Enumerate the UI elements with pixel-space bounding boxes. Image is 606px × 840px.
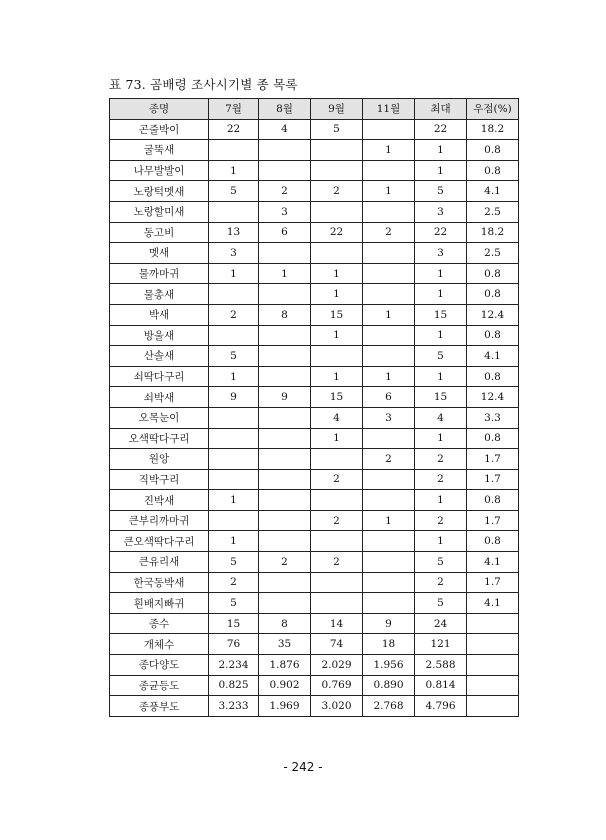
table-cell: 5: [311, 119, 363, 140]
table-cell: [259, 531, 311, 552]
page-number: - 242 -: [283, 760, 323, 774]
table-cell: [363, 593, 415, 614]
table-cell: 3: [259, 201, 311, 222]
table-cell: [363, 243, 415, 264]
table-cell: 1: [363, 140, 415, 161]
species-name-cell: 큰부리까마귀: [110, 510, 209, 531]
table-cell: [467, 655, 519, 676]
table-cell: 1: [311, 284, 363, 305]
table-cell: 1.7: [467, 572, 519, 593]
table-cell: 1: [415, 325, 467, 346]
table-cell: 1: [415, 428, 467, 449]
table-cell: 1.7: [467, 469, 519, 490]
table-cell: [259, 428, 311, 449]
table-row: [110, 572, 519, 593]
table-cell: 0.8: [467, 366, 519, 387]
table-cell: [259, 510, 311, 531]
table-cell: 1: [415, 284, 467, 305]
table-row: [110, 366, 519, 387]
table-cell: [363, 552, 415, 573]
table-cell: 22: [209, 119, 259, 140]
table-cell: 0.8: [467, 428, 519, 449]
table-cell: 1: [311, 366, 363, 387]
table-cell: 12.4: [467, 304, 519, 325]
table-cell: 3: [363, 407, 415, 428]
species-name-cell: 직박구리: [110, 469, 209, 490]
table-row: [110, 655, 519, 676]
table-cell: 5: [209, 181, 259, 202]
table-row: [110, 119, 519, 140]
table-cell: [311, 201, 363, 222]
species-table: [109, 98, 519, 717]
species-name-cell: 나무발발이: [110, 160, 209, 181]
table-cell: 15: [209, 613, 259, 634]
table-cell: 2: [311, 181, 363, 202]
table-cell: 1: [363, 366, 415, 387]
species-name-cell: 노랑턱멧새: [110, 181, 209, 202]
col-header-september: 9월: [311, 99, 363, 120]
table-cell: 4.1: [467, 552, 519, 573]
table-row: [110, 675, 519, 696]
table-cell: [311, 160, 363, 181]
table-cell: 5: [415, 181, 467, 202]
table-cell: [363, 490, 415, 511]
table-row: [110, 593, 519, 614]
table-cell: 14: [311, 613, 363, 634]
species-name-cell: 물까마귀: [110, 263, 209, 284]
table-cell: 9: [209, 387, 259, 408]
table-cell: [311, 346, 363, 367]
table-cell: 1: [209, 160, 259, 181]
table-cell: [363, 572, 415, 593]
table-row: [110, 201, 519, 222]
table-row: [110, 263, 519, 284]
table-cell: 6: [363, 387, 415, 408]
table-cell: 0.902: [259, 675, 311, 696]
table-cell: [209, 449, 259, 470]
table-cell: 1: [415, 366, 467, 387]
table-cell: [259, 140, 311, 161]
table-cell: 22: [311, 222, 363, 243]
table-row: [110, 449, 519, 470]
table-cell: 15: [311, 304, 363, 325]
table-cell: [259, 469, 311, 490]
table-cell: 2.5: [467, 201, 519, 222]
table-cell: [259, 593, 311, 614]
table-cell: 18.2: [467, 119, 519, 140]
table-cell: 2.588: [415, 655, 467, 676]
table-cell: 3: [209, 243, 259, 264]
table-cell: 5: [209, 593, 259, 614]
table-cell: 24: [415, 613, 467, 634]
table-cell: 1: [209, 490, 259, 511]
table-cell: 2.768: [363, 696, 415, 717]
table-cell: 1: [363, 304, 415, 325]
table-cell: 0.814: [415, 675, 467, 696]
table-cell: 1: [259, 263, 311, 284]
table-cell: 2: [415, 449, 467, 470]
table-cell: [363, 201, 415, 222]
table-cell: [311, 243, 363, 264]
table-row: [110, 407, 519, 428]
table-cell: 2.5: [467, 243, 519, 264]
table-cell: [311, 572, 363, 593]
table-row: [110, 469, 519, 490]
table-cell: [259, 449, 311, 470]
table-cell: 2: [311, 552, 363, 573]
table-cell: 4: [259, 119, 311, 140]
table-cell: [311, 449, 363, 470]
table-cell: [467, 675, 519, 696]
table-cell: 8: [259, 613, 311, 634]
table-cell: [467, 634, 519, 655]
table-cell: 1.876: [259, 655, 311, 676]
table-cell: 6: [259, 222, 311, 243]
table-row: [110, 634, 519, 655]
table-cell: 15: [415, 387, 467, 408]
table-cell: 4: [415, 407, 467, 428]
table-cell: 1: [363, 510, 415, 531]
species-name-cell: 곤줄박이: [110, 119, 209, 140]
table-cell: 4.1: [467, 593, 519, 614]
species-name-cell: 오색딱다구리: [110, 428, 209, 449]
table-cell: 0.8: [467, 325, 519, 346]
table-cell: 2.234: [209, 655, 259, 676]
table-row: [110, 696, 519, 717]
table-cell: [311, 490, 363, 511]
table-cell: 15: [311, 387, 363, 408]
table-cell: 0.8: [467, 160, 519, 181]
table-cell: 0.769: [311, 675, 363, 696]
table-cell: 1: [415, 140, 467, 161]
table-cell: 1: [311, 428, 363, 449]
table-row: [110, 325, 519, 346]
table-cell: [259, 366, 311, 387]
table-cell: 4.1: [467, 346, 519, 367]
table-cell: 76: [209, 634, 259, 655]
table-cell: 22: [415, 222, 467, 243]
table-cell: 5: [415, 346, 467, 367]
table-cell: 2: [209, 304, 259, 325]
species-name-cell: 굴뚝새: [110, 140, 209, 161]
table-cell: 1: [363, 181, 415, 202]
table-row: [110, 531, 519, 552]
table-cell: 2: [311, 469, 363, 490]
table-cell: [209, 428, 259, 449]
col-header-august: 8월: [259, 99, 311, 120]
table-cell: 3.020: [311, 696, 363, 717]
table-cell: 22: [415, 119, 467, 140]
table-cell: [363, 346, 415, 367]
table-row: [110, 387, 519, 408]
table-cell: [259, 490, 311, 511]
table-cell: 121: [415, 634, 467, 655]
table-cell: 1: [415, 531, 467, 552]
species-name-cell: 오목눈이: [110, 407, 209, 428]
species-name-cell: 흰배지빠귀: [110, 593, 209, 614]
table-cell: 1: [415, 263, 467, 284]
table-row: [110, 140, 519, 161]
table-cell: [363, 119, 415, 140]
table-cell: 2: [259, 181, 311, 202]
species-name-cell: 종균등도: [110, 675, 209, 696]
table-cell: 0.8: [467, 263, 519, 284]
table-cell: [363, 531, 415, 552]
table-cell: 74: [311, 634, 363, 655]
table-cell: [363, 160, 415, 181]
table-cell: [209, 469, 259, 490]
table-cell: 2.029: [311, 655, 363, 676]
table-cell: 3.233: [209, 696, 259, 717]
table-cell: 1: [209, 531, 259, 552]
table-cell: [467, 696, 519, 717]
table-cell: 1.7: [467, 510, 519, 531]
table-cell: [311, 531, 363, 552]
table-cell: 1.956: [363, 655, 415, 676]
table-cell: 1: [209, 263, 259, 284]
table-cell: 5: [415, 593, 467, 614]
table-cell: 1: [209, 366, 259, 387]
species-name-cell: 종풍부도: [110, 696, 209, 717]
species-name-cell: 박새: [110, 304, 209, 325]
species-name-cell: 멧새: [110, 243, 209, 264]
table-caption: 표 73. 곰배령 조사시기별 종 목록: [109, 77, 298, 92]
table-cell: 4.1: [467, 181, 519, 202]
species-name-cell: 종수: [110, 613, 209, 634]
table-row: [110, 160, 519, 181]
col-header-max: 최대: [415, 99, 467, 120]
table-cell: [259, 407, 311, 428]
table-cell: 13: [209, 222, 259, 243]
species-name-cell: 쇠박새: [110, 387, 209, 408]
table-cell: [259, 572, 311, 593]
table-cell: 1: [311, 263, 363, 284]
table-cell: [209, 201, 259, 222]
col-header-july: 7월: [209, 99, 259, 120]
table-cell: 1.7: [467, 449, 519, 470]
table-cell: 0.8: [467, 140, 519, 161]
table-cell: 2: [415, 469, 467, 490]
table-cell: 5: [415, 552, 467, 573]
table-cell: [209, 284, 259, 305]
table-cell: [363, 263, 415, 284]
table-cell: 2: [311, 510, 363, 531]
table-cell: 2: [259, 552, 311, 573]
species-name-cell: 원앙: [110, 449, 209, 470]
table-cell: 3.3: [467, 407, 519, 428]
table-cell: [467, 613, 519, 634]
table-cell: [209, 407, 259, 428]
table-cell: 0.8: [467, 284, 519, 305]
table-cell: 4: [311, 407, 363, 428]
table-header-row: [110, 99, 519, 120]
table-cell: 1: [415, 160, 467, 181]
table-cell: [311, 140, 363, 161]
col-header-november: 11월: [363, 99, 415, 120]
table-cell: 0.8: [467, 531, 519, 552]
species-name-cell: 종다양도: [110, 655, 209, 676]
species-name-cell: 진박새: [110, 490, 209, 511]
table-row: [110, 428, 519, 449]
table-cell: [209, 140, 259, 161]
table-cell: 3: [415, 201, 467, 222]
table-row: [110, 510, 519, 531]
species-name-cell: 노랑할미새: [110, 201, 209, 222]
table-cell: 5: [209, 552, 259, 573]
table-row: [110, 613, 519, 634]
table-row: [110, 304, 519, 325]
table-cell: 1.969: [259, 696, 311, 717]
table-row: [110, 284, 519, 305]
table-cell: 0.8: [467, 490, 519, 511]
col-header-species: 종명: [110, 99, 209, 120]
table-cell: [363, 284, 415, 305]
table-cell: [363, 428, 415, 449]
table-cell: 18.2: [467, 222, 519, 243]
table-cell: 2: [363, 449, 415, 470]
table-cell: 8: [259, 304, 311, 325]
table-cell: 4.796: [415, 696, 467, 717]
table-cell: 18: [363, 634, 415, 655]
table-cell: [209, 325, 259, 346]
table-row: [110, 346, 519, 367]
table-cell: [259, 160, 311, 181]
species-name-cell: 물총새: [110, 284, 209, 305]
table-cell: 2: [415, 510, 467, 531]
table-cell: [311, 593, 363, 614]
table-cell: 0.890: [363, 675, 415, 696]
table-cell: 5: [209, 346, 259, 367]
table-cell: [259, 243, 311, 264]
table-cell: 2: [363, 222, 415, 243]
table-row: [110, 552, 519, 573]
table-cell: [259, 325, 311, 346]
table-row: [110, 181, 519, 202]
table-cell: [259, 284, 311, 305]
table-body: [110, 119, 519, 716]
species-name-cell: 큰유리새: [110, 552, 209, 573]
table-row: [110, 490, 519, 511]
table-cell: 3: [415, 243, 467, 264]
species-name-cell: 쇠딱다구리: [110, 366, 209, 387]
table-cell: 1: [311, 325, 363, 346]
species-name-cell: 방울새: [110, 325, 209, 346]
species-name-cell: 산솔새: [110, 346, 209, 367]
table-cell: 9: [259, 387, 311, 408]
table-cell: 2: [209, 572, 259, 593]
table-cell: [209, 510, 259, 531]
species-name-cell: 큰오색딱다구리: [110, 531, 209, 552]
table-cell: 2: [415, 572, 467, 593]
table-row: [110, 243, 519, 264]
table-cell: [259, 346, 311, 367]
table-cell: 15: [415, 304, 467, 325]
species-name-cell: 한국동박새: [110, 572, 209, 593]
species-name-cell: 개체수: [110, 634, 209, 655]
table-cell: 9: [363, 613, 415, 634]
table-cell: [363, 325, 415, 346]
table-cell: 35: [259, 634, 311, 655]
table-row: [110, 222, 519, 243]
species-name-cell: 동고비: [110, 222, 209, 243]
table-cell: 1: [415, 490, 467, 511]
table-cell: 12.4: [467, 387, 519, 408]
table-cell: 0.825: [209, 675, 259, 696]
table-cell: [363, 469, 415, 490]
col-header-dominance: 우점(%): [467, 99, 519, 120]
